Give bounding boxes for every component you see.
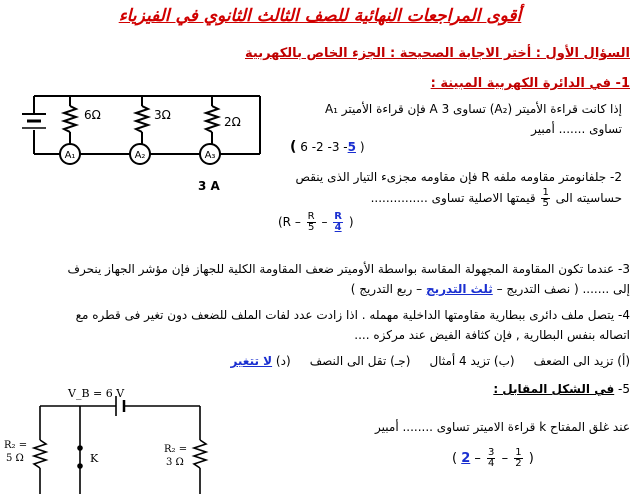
question-heading: السؤال الأول : أختر الاجابة الصحيحة : الجزء الخاص بالكهربية <box>245 46 630 61</box>
sub-question-5-number: 5- <box>618 382 630 396</box>
sub-question-3-text-a: إلى ....... ( نصف التدريج – <box>496 282 630 296</box>
correct-answer-fraction <box>333 212 343 233</box>
fraction-denominator: 5 <box>307 222 315 233</box>
sub-question-3-text-b: – ربع التدريج ) <box>350 282 423 296</box>
fraction-denominator: 2 <box>515 458 522 469</box>
sub-question-2-text-b: قيمتها الاصلية تساوى ............... <box>370 191 536 205</box>
answer-separator: – <box>501 451 509 466</box>
option-d-label: (د) <box>275 354 291 368</box>
answer-separator: – <box>474 451 481 466</box>
fraction-denominator: 4 <box>334 222 342 233</box>
resistor-left-value: 5 Ω <box>6 453 24 464</box>
sub-question-5-title: في الشكل المقابل : <box>493 382 615 396</box>
fraction-denominator: 4 <box>488 458 495 469</box>
sub-question-4-line-1: 4- يتصل ملف دائرى ببطارية مقاومتها الداخلية مهمله . اذا زادت عدد لفات الملف للضعف دون تغير فى قطره مع <box>75 308 630 322</box>
resistor-right-value: 3 Ω <box>166 457 184 468</box>
circuit-diagram-2 <box>4 382 234 494</box>
sub-question-4-options <box>10 352 630 371</box>
option-b: (ب) تزيد 4 أمثال <box>429 354 515 368</box>
fraction-denominator: 5 <box>542 198 549 209</box>
circuit-diagram-1 <box>12 88 284 200</box>
resistor-left-name: R₂ = <box>4 440 28 451</box>
answer-close: ) <box>528 451 534 466</box>
sub-question-2-text-a: حساسيته الى <box>555 191 622 205</box>
sub-question-1-line-1: إذا كانت قراءة الأميتر (A₂) تساوى A 3 فإن قراءة الأميتر A₁ <box>324 102 622 116</box>
answer-fraction-3-4 <box>487 448 495 469</box>
correct-answer: 2 <box>461 451 471 466</box>
correct-answer: ثلث التدريج <box>425 282 493 296</box>
resistor-label-r3: 2Ω <box>224 115 241 129</box>
answer-fraction-1-2 <box>514 448 522 469</box>
choice-close: ) <box>359 140 365 154</box>
answer-fraction-r-over-5 <box>307 212 316 233</box>
sub-question-3-line-1: 3- عندما تكون المقاومة المجهولة المقاسة بواسطة الأوميتر ضعف المقاومة الكلية للجهاز فإن مؤشر الجهاز ينحرف <box>67 262 630 276</box>
choice-2: 2 <box>316 140 324 154</box>
fraction-numerator: R <box>307 211 315 222</box>
ammeter-a1-label: A₁ <box>64 150 76 161</box>
correct-option-d: لا تتغير <box>230 354 273 368</box>
option-c: (جـ) تقل الى النصف <box>309 354 411 368</box>
choice-bracket: ( <box>290 139 297 155</box>
sub-question-2-line-1: 2- جلفانومتر مقاومه ملفه R فإن مقاومه مجزىء التيار الذى ينقص <box>295 170 622 184</box>
resistor-right-name: R₂ = <box>164 444 188 455</box>
answer-open: (R – <box>278 215 301 229</box>
sub-question-3-line-2 <box>10 280 630 299</box>
sub-question-2-line-2 <box>292 188 622 209</box>
battery-voltage-label: V_B = 6 V <box>68 387 125 400</box>
current-label: 3 A <box>198 179 220 193</box>
ammeter-a2-label: A₂ <box>134 150 146 161</box>
answer-open: ( <box>452 451 458 466</box>
choice-3: 3 <box>331 140 340 154</box>
switch-label: K <box>90 452 99 465</box>
sub-question-4-line-2: اتصاله بنفس البطارية , فإن كثافة الفيض عند مركزه .... <box>354 328 630 342</box>
resistor-label-r2: 3Ω <box>154 108 171 122</box>
fraction-numerator: 1 <box>542 187 549 198</box>
sub-question-1-prompt: تساوى ....... أمبير <box>531 122 622 136</box>
answer-separator: – <box>321 215 328 229</box>
sub-question-5-answers <box>452 448 534 469</box>
fraction-numerator: 3 <box>488 447 495 458</box>
sub-question-1-line-2 <box>292 120 622 139</box>
resistor-label-r1: 6Ω <box>84 108 101 122</box>
page-title: أقوى المراجعات النهائية للصف الثالث الثانوي في الفيزياء <box>118 6 522 26</box>
ammeter-a3-label: A₃ <box>204 150 216 161</box>
fraction-numerator: R <box>334 211 342 222</box>
sub-question-2-answers <box>278 212 354 233</box>
fraction-one-fifth <box>541 188 549 209</box>
correct-choice: 5 <box>347 140 356 154</box>
sub-question-1-heading: 1- في الدائرة الكهربية المبينة : <box>430 76 630 91</box>
fraction-numerator: 1 <box>515 447 522 458</box>
sub-question-1-choices: ( 6 -2 -3 -5 ) <box>290 139 365 155</box>
option-a: (أ) تزيد الى الضعف <box>533 354 630 368</box>
answer-close: ) <box>348 215 354 229</box>
choice-1: 6 <box>300 140 308 154</box>
sub-question-5-heading <box>330 380 630 399</box>
sub-question-5-line-1: عند غلق المفتاح k قراءة الاميتر تساوى ........ أمبير <box>375 420 630 434</box>
